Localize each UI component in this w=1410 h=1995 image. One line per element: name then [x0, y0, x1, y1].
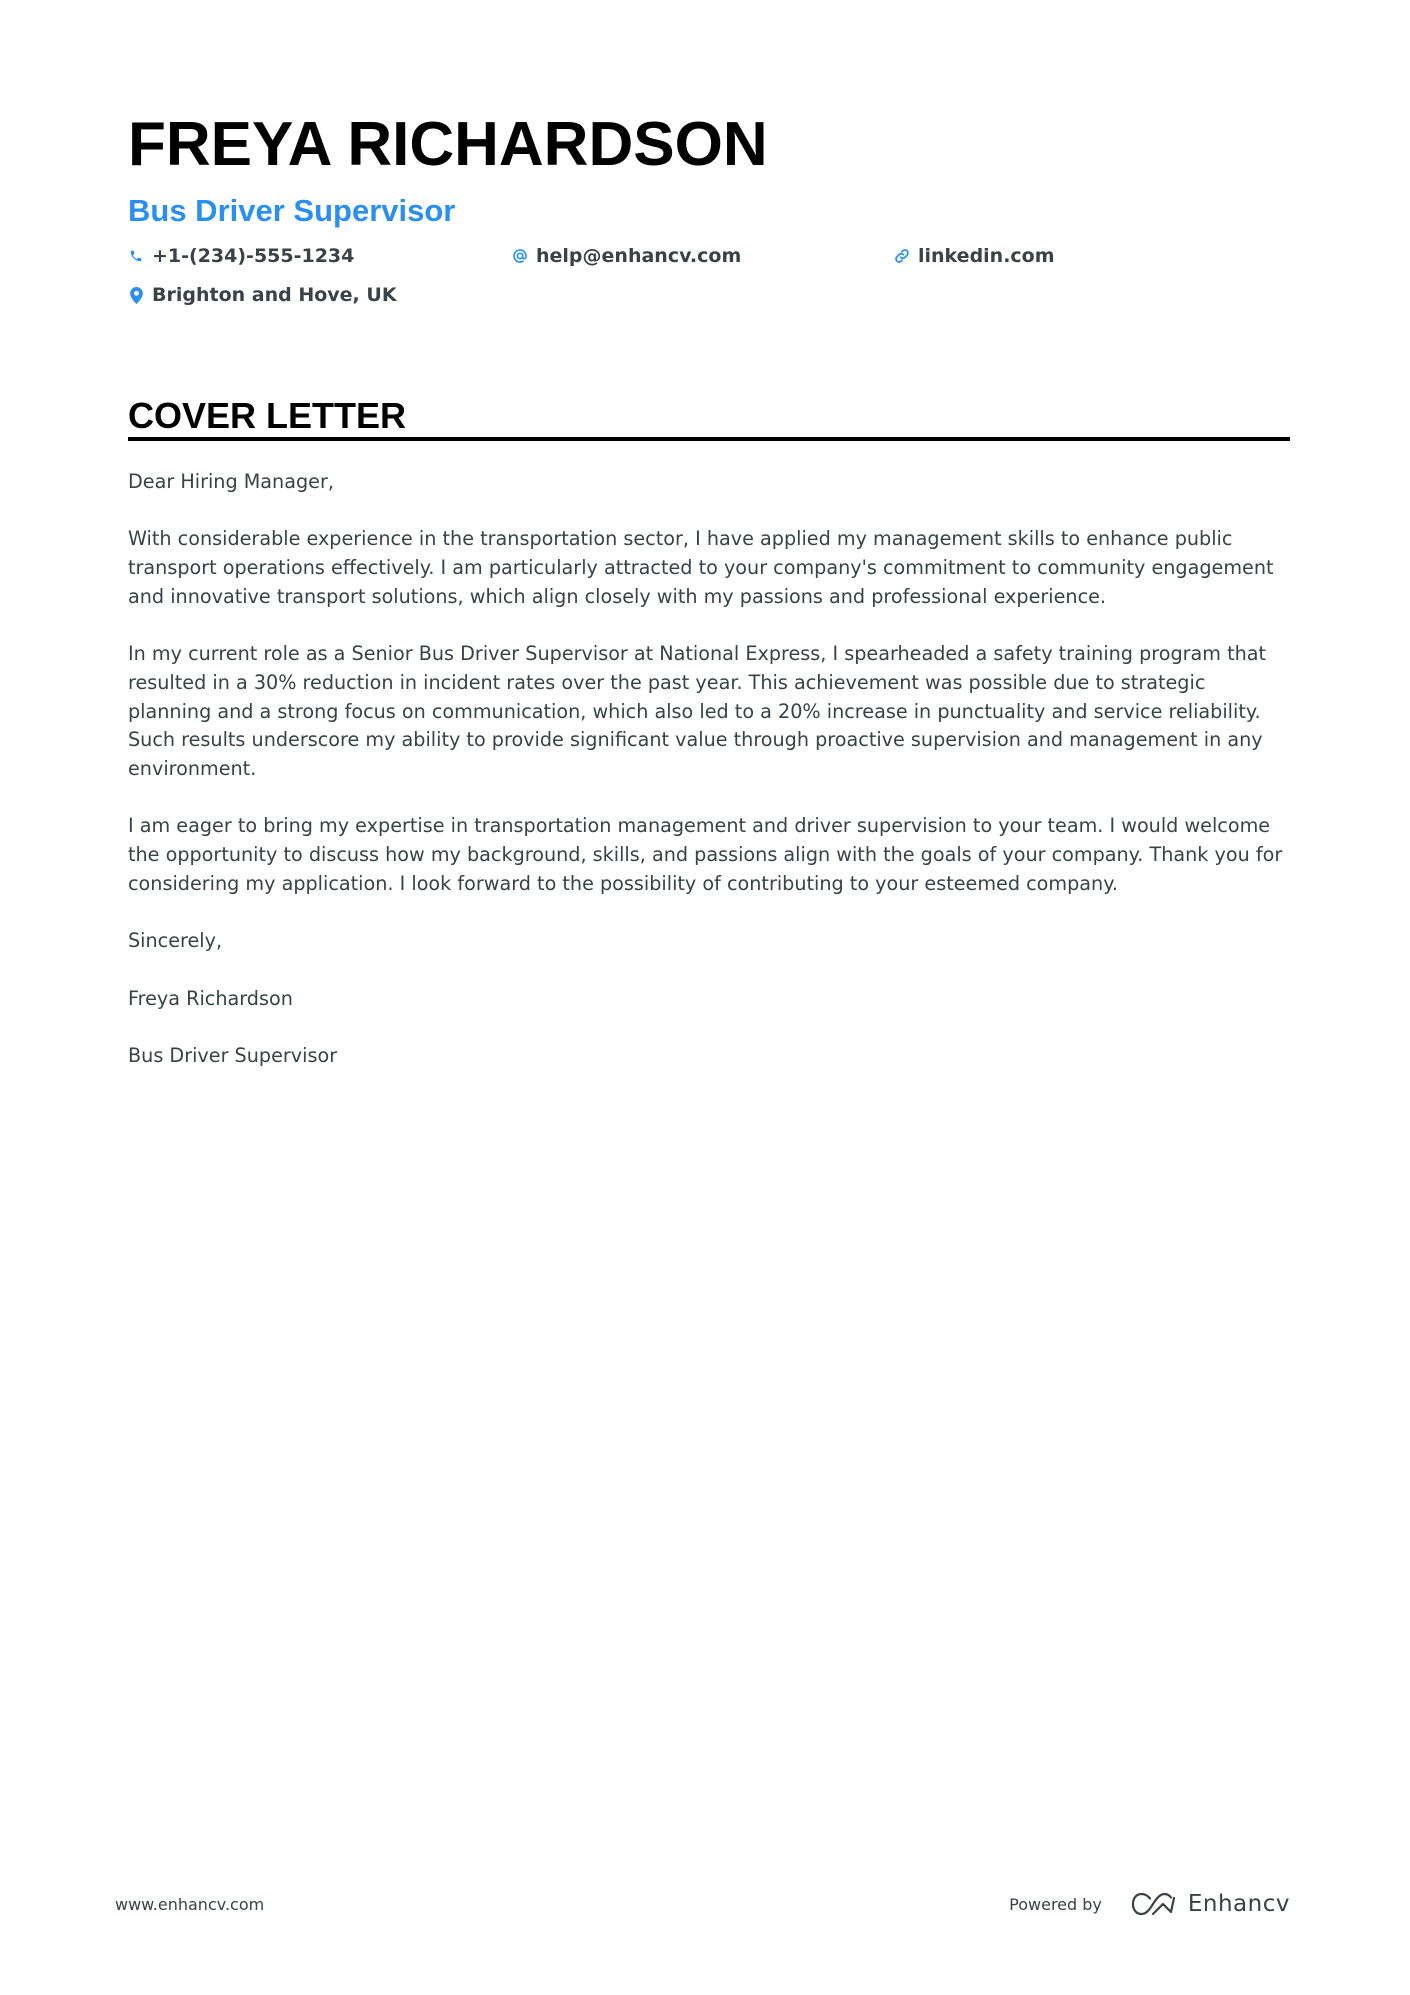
signature-title: Bus Driver Supervisor [128, 1043, 338, 1067]
link-icon [894, 246, 910, 266]
footer-branding[interactable] [1009, 1884, 1290, 1924]
enhancv-brand-name: Enhancv [1187, 1891, 1290, 1917]
contact-location [128, 280, 397, 310]
contact-phone-text: +1-(234)-555-1234 [152, 245, 355, 267]
letter-paragraph: I am eager to bring my expertise in transportation management and driver supervision to your team. I would welcome the opportunity to discuss how my background, skills, and passions align with the goals of your company. Thank you for considering my application. I look forward to the possibility of contributing to your esteemed company. [128, 814, 1283, 895]
section-divider [128, 437, 1290, 441]
footer-website[interactable]: www.enhancv.com [115, 1895, 265, 1914]
letter-paragraph: In my current role as a Senior Bus Driver Supervisor at National Express, I spearheaded a safety training program that resulted in a 30% reduction in incident rates over the past year. This achievement was possible due to strategic planning and a strong focus on communication, which also led to a 20% increase in punctuality and service reliability. Such results underscore my ability to provide significant value through proactive supervision and management in any environment. [128, 642, 1267, 780]
location-pin-icon [128, 285, 144, 305]
enhancv-logo-icon [1130, 1891, 1176, 1917]
phone-icon [128, 246, 144, 266]
section-title: COVER LETTER [128, 395, 407, 436]
candidate-name: FREYA RICHARDSON [128, 110, 768, 179]
contact-email[interactable] [512, 241, 741, 271]
letter-body [128, 468, 1290, 1099]
letter-closing: Sincerely, [128, 929, 223, 953]
contact-email-text: help@enhancv.com [536, 245, 742, 267]
contact-phone [128, 241, 354, 271]
powered-by-label: Powered by [1009, 1894, 1102, 1914]
letter-paragraph: With considerable experience in the transportation sector, I have applied my management skills to enhance public transport operations effectively. I am particularly attracted to your company's commitment to community engagement and innovative transport solutions, which align closely with my passions and professional experience. [128, 527, 1274, 608]
contact-linkedin[interactable] [894, 241, 1055, 271]
letter-greeting: Dear Hiring Manager, [128, 470, 334, 493]
signature-name: Freya Richardson [128, 986, 293, 1010]
at-icon [512, 246, 528, 266]
contact-location-text: Brighton and Hove, UK [152, 284, 397, 306]
contact-linkedin-text: linkedin.com [918, 245, 1055, 267]
candidate-role: Bus Driver Supervisor [128, 193, 456, 228]
